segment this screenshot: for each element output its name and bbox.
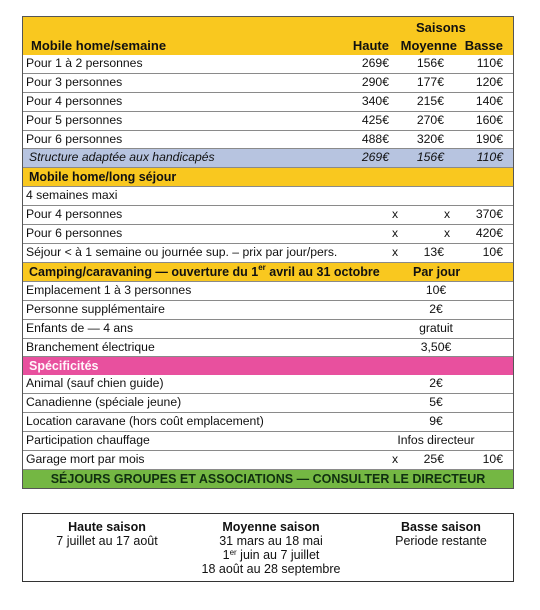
row-label: Enfants de — 4 ans [26, 320, 134, 335]
price-haute: x [391, 245, 399, 260]
section-header-specifics [23, 356, 513, 375]
season-dates: Periode restante [395, 534, 487, 548]
price-basse: 190€ [475, 131, 503, 146]
row-label: Pour 6 personnes [26, 226, 123, 241]
section-title: Mobile home/long séjour [29, 170, 177, 185]
price-basse: 110€ [476, 150, 503, 165]
table-row [23, 92, 513, 111]
section-title: Camping/caravaning — ouverture du 1er avril au 31 octobre [29, 262, 380, 279]
season-basse [379, 520, 503, 548]
price-per-day: gratuit [419, 320, 453, 335]
table-row [23, 431, 513, 450]
table-row [23, 393, 513, 412]
price-moyenne: 177€ [416, 74, 444, 89]
row-label: Personne supplémentaire [26, 301, 165, 316]
price-haute: 340€ [361, 93, 389, 108]
price-haute: x [391, 226, 399, 241]
season-dates: 7 juillet au 17 août [56, 534, 158, 548]
long-stay-note [23, 186, 513, 205]
table-row [23, 224, 513, 243]
season-haute [37, 520, 177, 548]
col-header-par-jour: Par jour [413, 264, 461, 279]
price-moyenne: 13€ [423, 245, 444, 260]
row-label: 4 semaines maxi [26, 188, 118, 203]
price-basse: 110€ [476, 56, 503, 70]
table-row [23, 130, 513, 149]
seasons-legend [22, 513, 514, 582]
col-header-basse: Basse [464, 38, 503, 53]
price-moyenne: 270€ [416, 112, 444, 127]
price-haute: 425€ [361, 112, 389, 127]
table-row [23, 281, 513, 300]
table-row [23, 205, 513, 224]
price-haute: x [391, 452, 399, 467]
row-label: Pour 5 personnes [26, 112, 123, 127]
price: 5€ [429, 395, 443, 410]
price-moyenne: 215€ [416, 93, 444, 108]
groups-notice [23, 469, 513, 488]
section-title: Spécificités [29, 359, 99, 374]
seasons-group-label: Saisons [416, 20, 466, 35]
price-moyenne: 156€ [416, 150, 444, 165]
price-moyenne: 25€ [423, 452, 444, 467]
table-row [23, 450, 513, 469]
price-basse: 160€ [475, 112, 503, 127]
row-label: Participation chauffage [26, 433, 150, 448]
mobile-week-rows [23, 55, 513, 148]
row-label: Pour 4 personnes [26, 207, 123, 222]
price-haute: 269€ [361, 56, 389, 70]
row-label: Emplacement 1 à 3 personnes [26, 282, 192, 297]
price-per-day: 2€ [429, 301, 443, 316]
price-basse: 120€ [475, 74, 503, 89]
col-header-haute: Haute [352, 38, 389, 53]
price-basse: 10€ [482, 245, 503, 260]
row-label: Pour 6 personnes [26, 131, 123, 146]
price-haute: 290€ [361, 74, 389, 89]
row-label: Garage mort par mois [26, 452, 145, 467]
price-moyenne: x [443, 226, 451, 241]
price: 9€ [429, 414, 443, 429]
price-basse: 370€ [475, 207, 503, 222]
price-haute: x [391, 207, 399, 222]
season-title: Moyenne saison [222, 520, 320, 534]
groups-notice-text: SÉJOURS GROUPES ET ASSOCIATIONS — CONSULTER LE DIRECTEUR [50, 471, 486, 486]
price-moyenne: x [443, 207, 451, 222]
row-label: Séjour < à 1 semaine ou journée sup. – prix par jour/pers. [26, 245, 338, 260]
table-row [23, 300, 513, 319]
season-title: Basse saison [401, 520, 481, 534]
section-header-camping [23, 262, 513, 281]
season-moyenne [191, 520, 351, 576]
row-label: Canadienne (spéciale jeune) [26, 395, 182, 410]
col-header-moyenne: Moyenne [400, 38, 457, 53]
table-row [23, 55, 513, 73]
price-basse: 420€ [475, 226, 503, 241]
row-label: Branchement électrique [26, 339, 155, 354]
price-per-day: 10€ [425, 282, 447, 297]
price-per-day: 3,50€ [420, 339, 452, 354]
handicap-row [23, 148, 513, 167]
price-haute: 488€ [361, 131, 389, 146]
table-header [23, 17, 513, 55]
price-basse: 140€ [475, 93, 503, 108]
season-title: Haute saison [68, 520, 146, 534]
row-label: Structure adaptée aux handicapés [29, 150, 215, 165]
season-dates: 31 mars au 18 mai [219, 534, 323, 548]
section-title-mobile-week: Mobile home/semaine [31, 38, 167, 53]
section-header-long-stay [23, 167, 513, 186]
table-row [23, 73, 513, 92]
table-row [23, 319, 513, 338]
table-row [23, 243, 513, 262]
row-label: Location caravane (hors coût emplacement) [26, 414, 264, 429]
table-row [23, 412, 513, 431]
table-row [23, 338, 513, 357]
table-row [23, 375, 513, 393]
row-label: Pour 1 à 2 personnes [26, 56, 143, 70]
price-basse: 10€ [482, 452, 503, 467]
price-table [22, 16, 514, 489]
table-row [23, 111, 513, 130]
season-dates: 1er juin au 7 juillet [222, 548, 320, 562]
row-label: Pour 4 personnes [26, 93, 123, 108]
price-haute: 269€ [361, 150, 389, 165]
price: Infos directeur [397, 433, 475, 448]
row-label: Pour 3 personnes [26, 74, 123, 89]
season-dates: 18 août au 28 septembre [201, 562, 341, 576]
price: 2€ [429, 376, 443, 391]
row-label: Animal (sauf chien guide) [26, 376, 164, 391]
price-moyenne: 156€ [416, 56, 444, 70]
price-moyenne: 320€ [416, 131, 444, 146]
